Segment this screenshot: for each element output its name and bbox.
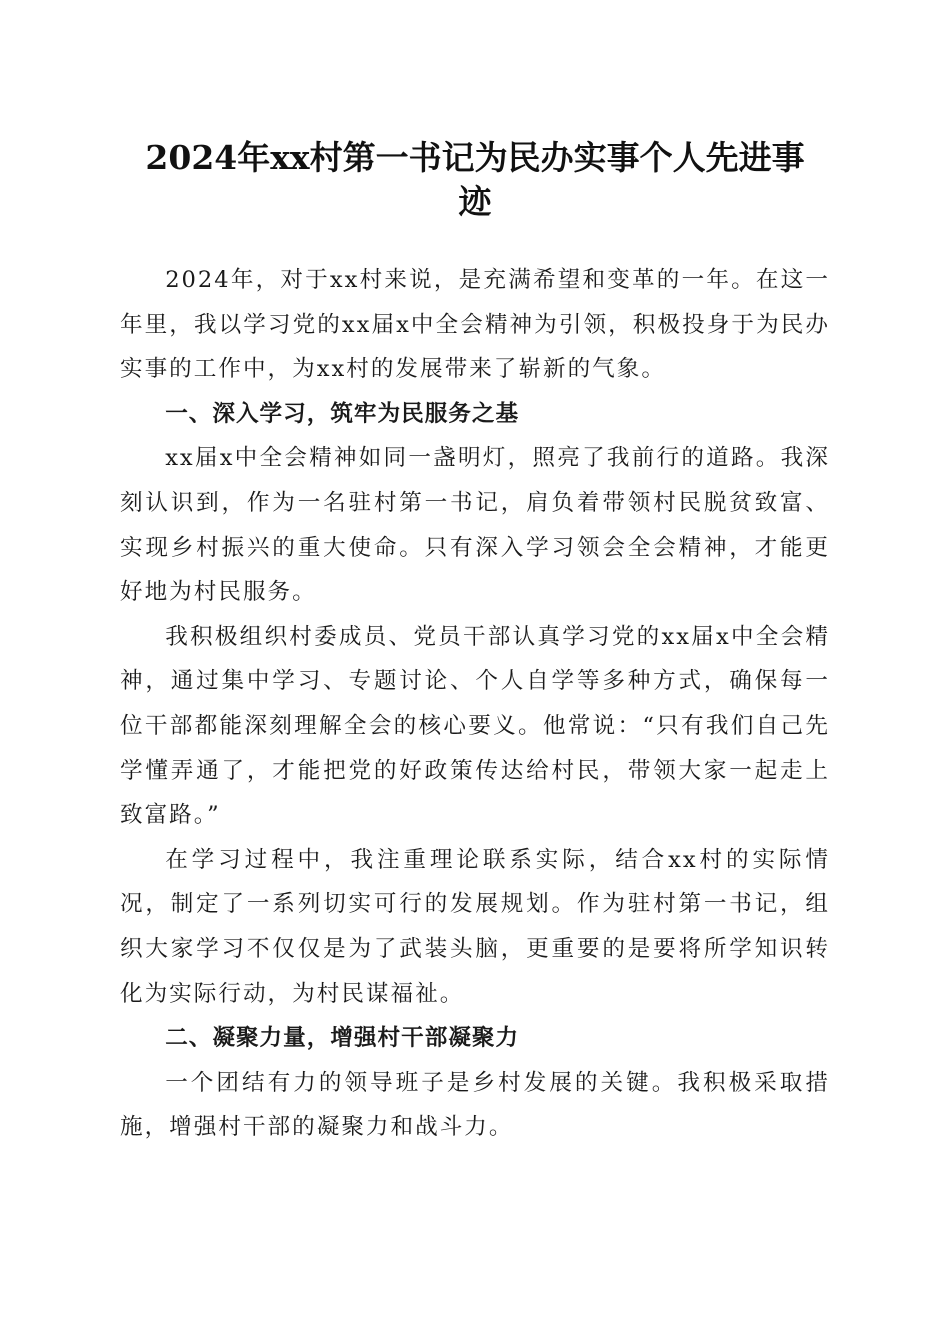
paragraph-section1-c: 在学习过程中，我注重理论联系实际，结合xx村的实际情况，制定了一系列切实可行的发展规划。作为驻村第一书记，组织大家学习不仅仅是为了武装头脑，更重要的是要将所学知识转化为实际行动，为村民谋福祉。 xyxy=(120,846,830,1007)
paragraph-section1-b: 我积极组织村委成员、党员干部认真学习党的xx届x中全会精神，通过集中学习、专题讨论、个人自学等多种方式，确保每一位干部都能深刻理解全会的核心要义。他常说：“只有我们自己先学懂弄通了，才能把党的好政策传达给村民，带领大家一起走上致富路。” xyxy=(120,623,830,829)
document-body xyxy=(120,258,830,1150)
section-heading-2: 二、凝聚力量，增强村干部凝聚力 xyxy=(165,1025,520,1052)
title-line-2: 迹 xyxy=(458,182,492,221)
document-title xyxy=(110,136,840,224)
title-line-1: 2024年xx村第一书记为民办实事个人先进事 xyxy=(145,138,805,177)
section-heading-1: 一、深入学习，筑牢为民服务之基 xyxy=(165,400,520,427)
paragraph-section2-a: 一个团结有力的领导班子是乡村发展的关键。我积极采取措施，增强村干部的凝聚力和战斗力。 xyxy=(120,1069,830,1141)
paragraph-intro: 2024年，对于xx村来说，是充满希望和变革的一年。在这一年里，我以学习党的xx届x中全会精神为引领，积极投身于为民办实事的工作中，为xx村的发展带来了崭新的气象。 xyxy=(120,267,830,383)
paragraph-section1-a: xx届x中全会精神如同一盏明灯，照亮了我前行的道路。我深刻认识到，作为一名驻村第一书记，肩负着带领村民脱贫致富、实现乡村振兴的重大使命。只有深入学习领会全会精神，才能更好地为村民服务。 xyxy=(120,445,830,606)
